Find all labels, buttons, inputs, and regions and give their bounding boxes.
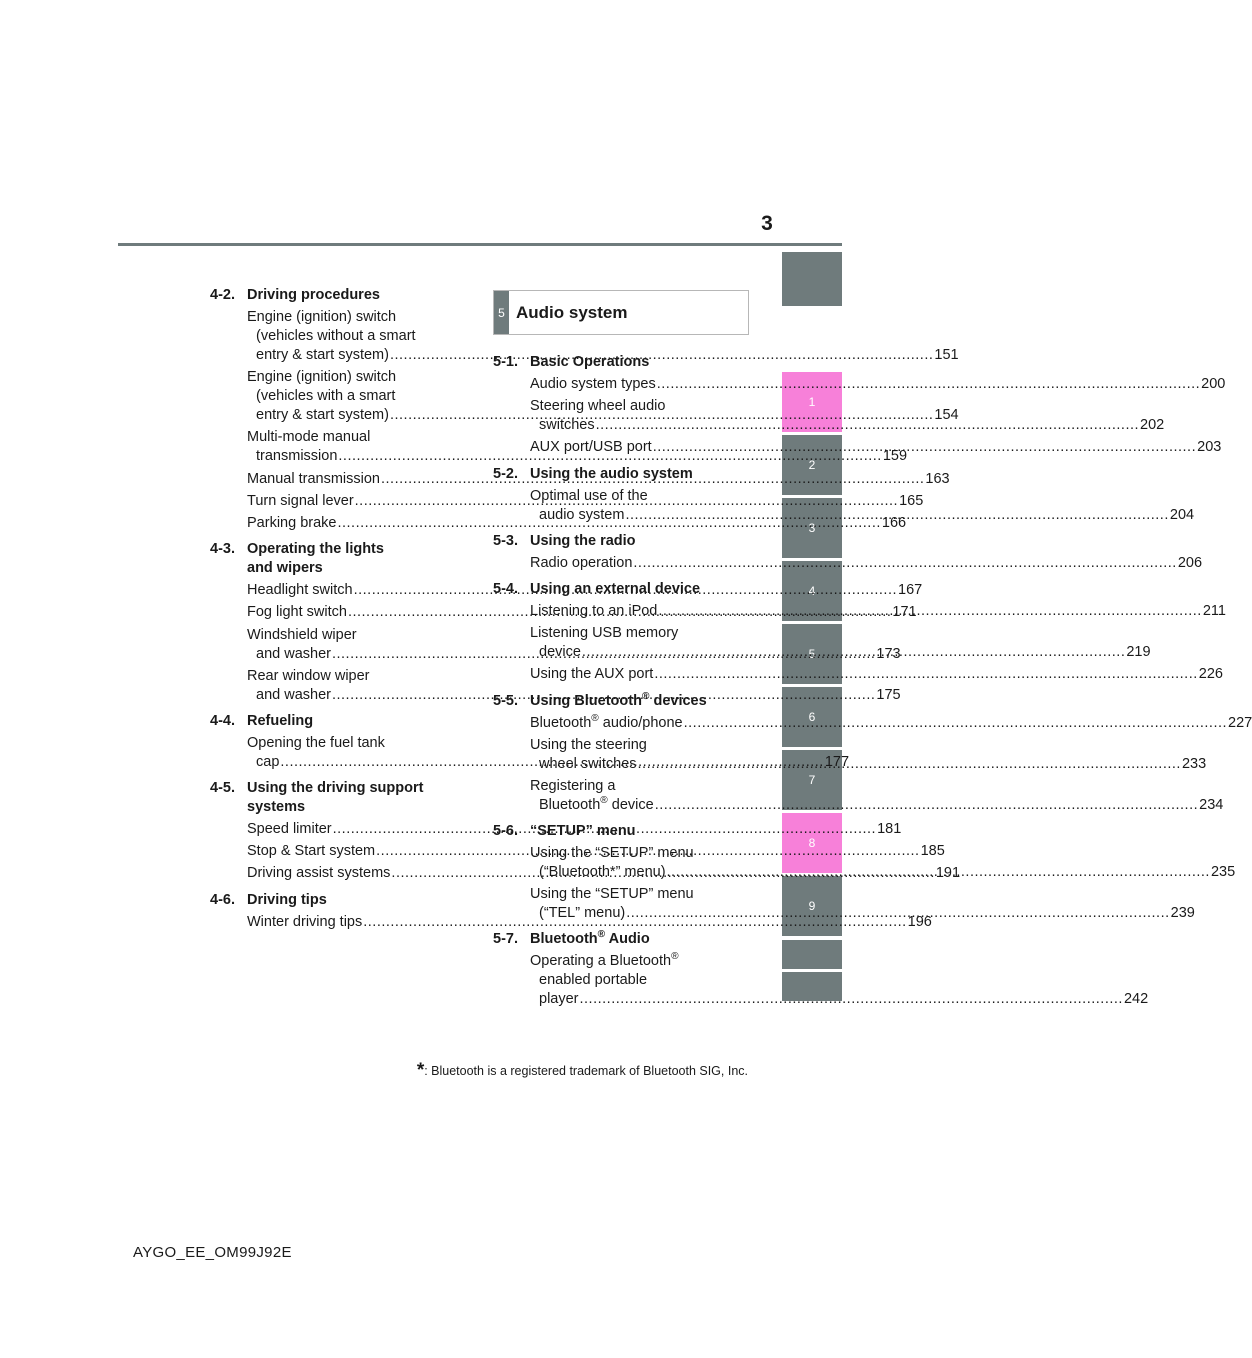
entry-page-number: 219	[1126, 644, 1151, 661]
section-number: 4-3.	[210, 541, 235, 558]
dot-leader	[657, 376, 1200, 392]
toc-section-heading[interactable]	[493, 930, 742, 952]
entry-page-number: 203	[1197, 439, 1222, 456]
entry-page-number: 163	[925, 470, 950, 487]
dot-leader	[654, 666, 1197, 682]
dot-leader	[655, 797, 1198, 813]
entry-page-number: 200	[1201, 376, 1226, 392]
toc-section-heading[interactable]	[493, 353, 742, 375]
toc-section-heading[interactable]	[210, 712, 458, 734]
entry-page-number: 177	[824, 753, 850, 770]
dot-leader	[653, 439, 1196, 455]
entry-text: Optimal use of the	[530, 487, 648, 504]
toc-entry[interactable]	[530, 665, 1223, 687]
entry-page-number: 242	[1123, 991, 1149, 1008]
page-number: 3	[761, 212, 773, 235]
entry-text: audio system	[539, 506, 625, 523]
entry-page-number: 171	[892, 604, 917, 621]
entry-text: and washer	[256, 686, 331, 703]
toc-entry[interactable]	[530, 777, 1224, 818]
entry-text: enabled portable	[539, 972, 648, 989]
toc-section-heading[interactable]	[493, 580, 742, 602]
footnote-text: : Bluetooth is a registered trademark of Bluetooth SIG, Inc.	[424, 1064, 748, 1078]
entry-page-number: 235	[1210, 864, 1236, 881]
document-code: AYGO_EE_OM99J92E	[133, 1244, 292, 1261]
section-title: Using Bluetooth® devices	[530, 690, 707, 709]
entry-text: (“TEL” menu)	[539, 905, 626, 922]
toc-entry[interactable]	[530, 554, 1203, 576]
toc-section	[493, 929, 1149, 1012]
section-title: Bluetooth® Audio	[530, 929, 650, 948]
entry-text: Headlight switch	[247, 582, 353, 599]
dot-leader	[684, 715, 1227, 731]
section-title: Operating the lights and wipers	[247, 541, 384, 577]
section-title: Driving tips	[247, 891, 327, 908]
entry-text: (vehicles with a smart	[256, 388, 396, 405]
toc-section-heading[interactable]	[210, 540, 458, 581]
entry-text: Bluetooth® audio/phone	[530, 712, 683, 731]
entry-text: Listening USB memory	[530, 625, 679, 642]
entry-text: Operating a Bluetooth®	[530, 951, 679, 970]
section-title: Using an external device	[530, 580, 701, 597]
section-number: 4-2.	[210, 287, 235, 303]
chapter-tab-4[interactable]: 4	[782, 561, 842, 621]
section-number: 4-6.	[210, 891, 235, 908]
entry-text: cap	[256, 753, 280, 770]
entry-text: switches	[539, 417, 595, 434]
section-title: Using the driving support systems	[247, 780, 424, 816]
entry-page-number: 202	[1140, 417, 1165, 434]
toc-section	[493, 532, 1203, 576]
section-number: 5-3.	[493, 532, 518, 549]
section-title: Basic Operations	[530, 354, 650, 370]
entry-text: wheel switches	[539, 755, 637, 772]
entry-text: Windshield wiper	[247, 626, 357, 643]
entry-text: (“Bluetooth*” menu)	[539, 864, 666, 881]
section-number: 5-1.	[493, 354, 518, 370]
section-title: Using the audio system	[530, 465, 693, 482]
chapter-tab-5[interactable]: 5	[782, 624, 842, 684]
chapter-tab-8[interactable]: 8	[782, 813, 842, 873]
footnote-star: *	[416, 1060, 425, 1081]
chapter-heading-box	[493, 290, 749, 335]
entry-page-number: 165	[899, 492, 924, 509]
dot-leader	[625, 507, 1168, 523]
entry-page-number: 185	[920, 843, 945, 860]
entry-text: AUX port/USB port	[530, 439, 652, 456]
entry-text: Manual transmission	[247, 470, 380, 487]
entry-text: Speed limiter	[247, 821, 332, 838]
entry-page-number: 173	[876, 645, 901, 662]
toc-section-heading[interactable]	[210, 286, 458, 308]
entry-text: Multi-mode manual	[247, 429, 371, 446]
entry-page-number: 196	[907, 913, 932, 930]
dot-leader	[667, 864, 1210, 880]
entry-text: Using the “SETUP” menu	[530, 845, 694, 862]
entry-text: (vehicles without a smart	[256, 328, 416, 344]
entry-text: Using the AUX port	[530, 666, 654, 683]
entry-page-number: 151	[934, 347, 959, 363]
chapter-tab-6[interactable]: 6	[782, 687, 842, 747]
entry-text: Turn signal lever	[247, 492, 354, 509]
chapter-tab-2[interactable]: 2	[782, 435, 842, 495]
entry-text: Listening to an iPod	[530, 602, 658, 619]
section-number: 4-4.	[210, 712, 235, 729]
section-number: 5-6.	[493, 823, 518, 840]
dot-leader	[626, 905, 1169, 921]
entry-text: and washer	[256, 645, 331, 662]
entry-text: device	[539, 644, 581, 661]
entry-text: Radio operation	[530, 554, 633, 571]
entry-page-number: 154	[934, 407, 959, 424]
entry-page-number: 234	[1199, 796, 1224, 813]
entry-page-number: 239	[1170, 905, 1195, 922]
entry-text: entry & start system)	[256, 347, 389, 363]
entry-page-number: 191	[935, 865, 961, 882]
entry-text: Registering a	[530, 777, 616, 794]
entry-text: Steering wheel audio	[530, 398, 666, 415]
section-title: Using the radio	[530, 532, 636, 549]
toc-section-heading[interactable]	[210, 891, 458, 913]
entry-text: Using the “SETUP” menu	[530, 886, 694, 903]
chapter-number: 5	[494, 291, 509, 334]
dot-leader	[580, 991, 1123, 1007]
entry-page-number: 211	[1202, 602, 1226, 619]
section-number: 5-5.	[493, 692, 518, 709]
chapter-tab-1[interactable]: 1	[782, 372, 842, 432]
entry-page-number: 227	[1228, 714, 1252, 731]
toc-section-heading[interactable]	[493, 692, 742, 714]
entry-text: player	[539, 991, 579, 1008]
chapter-tab-9[interactable]: 9	[782, 876, 842, 936]
toc-section-heading[interactable]	[493, 532, 742, 554]
entry-page-number: 226	[1198, 666, 1223, 683]
entry-text: Rear window wiper	[247, 667, 370, 684]
dot-leader	[658, 603, 1201, 619]
entry-text: Audio system types	[530, 376, 656, 392]
chapter-tab-7[interactable]: 7	[782, 750, 842, 810]
chapter-tab-3[interactable]: 3	[782, 498, 842, 558]
toc-section-heading[interactable]	[210, 779, 458, 820]
entry-page-number: 167	[898, 582, 923, 599]
chapter-tab-blank[interactable]	[782, 252, 842, 306]
header-rule	[118, 243, 842, 246]
toc-entry[interactable]	[530, 712, 1252, 736]
chapter-title: Audio system	[516, 302, 628, 322]
entry-text: Engine (ignition) switch	[247, 369, 397, 386]
entry-text: Fog light switch	[247, 604, 347, 621]
entry-text: Using the steering	[530, 736, 647, 753]
entry-text: entry & start system)	[256, 407, 389, 424]
toc-entry[interactable]	[530, 375, 1226, 397]
entry-text: Engine (ignition) switch	[247, 309, 397, 325]
section-number: 5-2.	[493, 465, 518, 482]
dot-leader	[633, 555, 1176, 571]
entry-text: Stop & Start system	[247, 843, 376, 860]
entry-page-number: 204	[1169, 506, 1195, 523]
entry-page-number: 166	[881, 514, 907, 531]
dot-leader	[638, 753, 1181, 772]
entry-text: Opening the fuel tank	[247, 734, 385, 751]
section-title: “SETUP” menu	[530, 823, 636, 840]
entry-page-number: 159	[882, 448, 908, 465]
footnote	[380, 1060, 748, 1082]
entry-text: Driving assist systems	[247, 865, 391, 882]
dot-leader	[596, 417, 1139, 433]
section-number: 5-7.	[493, 931, 518, 948]
entry-page-number: 206	[1177, 554, 1203, 571]
entry-page-number: 181	[877, 821, 902, 838]
chapter-tab-blank[interactable]	[782, 940, 842, 969]
toc-entry[interactable]	[530, 951, 1149, 1012]
toc-section-heading[interactable]	[493, 465, 742, 487]
section-number: 5-4.	[493, 580, 518, 597]
toc-section-heading[interactable]	[493, 822, 742, 844]
section-title: Refueling	[247, 712, 314, 729]
entry-page-number: 233	[1181, 755, 1207, 772]
section-number: 4-5.	[210, 780, 235, 797]
entry-text: Bluetooth® device	[539, 795, 654, 813]
section-title: Driving procedures	[247, 287, 380, 303]
entry-page-number: 175	[876, 686, 901, 703]
entry-text: transmission	[256, 448, 338, 465]
entry-text: Parking brake	[247, 514, 337, 531]
entry-text: Winter driving tips	[247, 913, 363, 930]
dot-leader	[582, 644, 1125, 660]
